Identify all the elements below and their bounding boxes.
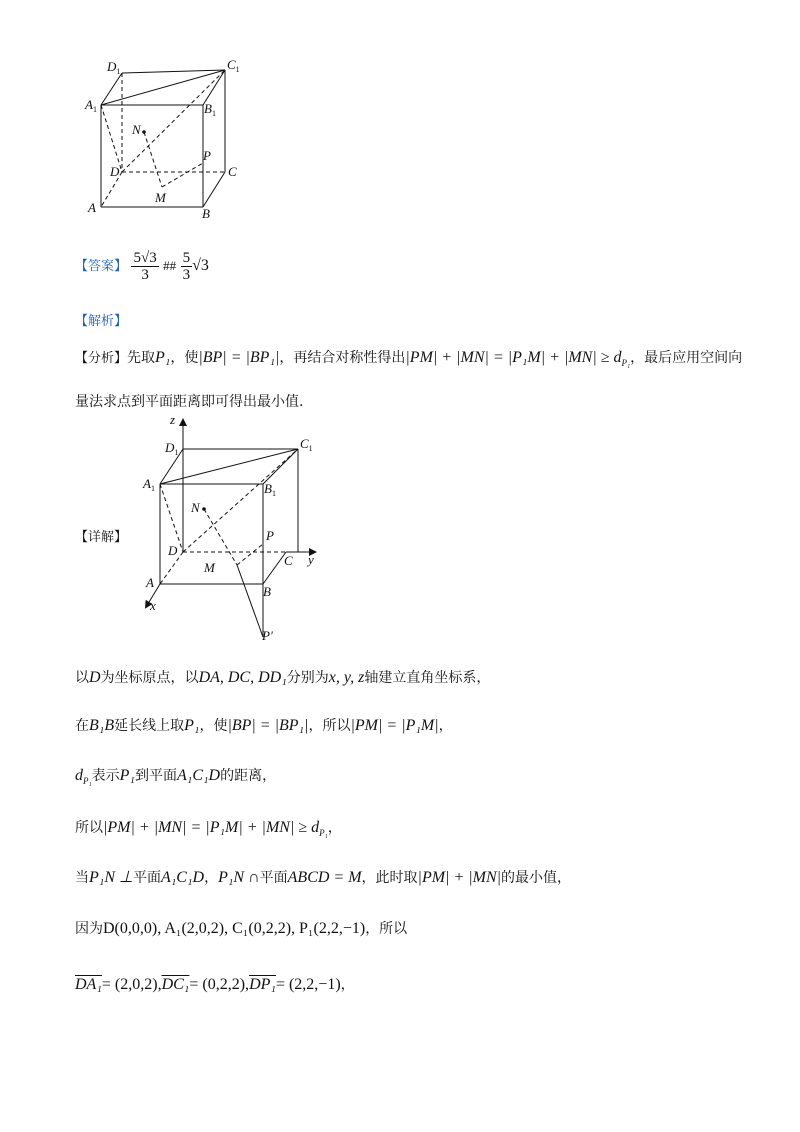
- answer-fraction-2: $\frac{5}{3}$: [182, 249, 191, 283]
- cube-figure-top: [80, 55, 260, 225]
- label-B: B: [202, 206, 210, 221]
- analysis-tag: 【解析】: [75, 314, 128, 329]
- answer-fraction-1: $\frac{5√3}{3}$: [133, 249, 157, 283]
- label-C: C: [228, 164, 237, 179]
- label-C1: $C_1$: [227, 57, 240, 74]
- detail-line-6: 因为D(0,0,0), A₁(2,0,2), C₁(0,2,2), P₁(2,2,−1)，所以: [75, 920, 408, 937]
- detail-line-2: 在B₁B延长线上取P₁，使|BP| = |BP₁|，所以|PM| = |P₁M|，: [75, 717, 453, 734]
- label-P: P: [266, 528, 274, 543]
- analysis-line-2: 量法求点到平面距离即可得出最小值.: [75, 394, 304, 410]
- detail-tag-line: [75, 527, 127, 548]
- detail-line-1: 以D为坐标原点，以DA, DC, DD₁分别为x, y, z轴建立直角坐标系，: [75, 669, 491, 686]
- answer-separator: ##: [163, 258, 177, 273]
- label-A1: $A_1$: [85, 97, 97, 114]
- answer-line: 【答案】 $\frac{5√3}{3}$ ## $\frac{5}{3}$ √3: [75, 249, 209, 283]
- label-N: N: [191, 500, 200, 515]
- detail-line-5: 当P₁N ⊥平面A₁C₁D，P₁N ∩平面ABCD = M，此时取|PM| + |MN|的最小值，: [75, 869, 572, 886]
- cube-figure-coordinates: [138, 412, 338, 647]
- label-A1: $A_1$: [143, 476, 155, 493]
- detail-tag: 【详解】: [75, 530, 128, 545]
- label-z: z: [170, 412, 176, 427]
- label-M: M: [204, 560, 215, 575]
- label-P: P: [203, 148, 211, 163]
- label-C1: $C_1$: [300, 436, 313, 453]
- label-D: D: [110, 164, 120, 179]
- detail-line-7: DA₁= (2,0,2),DC₁= (0,2,2),DP₁= (2,2,−1)，: [75, 976, 355, 993]
- label-P-prime: P′: [262, 628, 273, 643]
- label-A: A: [88, 200, 96, 215]
- label-x: x: [150, 598, 156, 613]
- label-D1: $D_1$: [165, 440, 179, 457]
- answer-tag: 【答案】: [75, 259, 128, 274]
- label-B: B: [263, 584, 271, 599]
- detail-line-4: 所以$|PM| + |MN| = |P_1M| + |MN| \ge d_{P_1}$，: [75, 819, 342, 838]
- detail-line-3: $d_{P_1}$表示P₁到平面A₁C₁D的距离，: [75, 767, 277, 786]
- label-C: C: [284, 553, 293, 568]
- fenxi-tag: 【分析】: [75, 351, 128, 366]
- label-D1: $D_1$: [107, 59, 121, 76]
- label-A: A: [146, 575, 154, 590]
- label-y: y: [308, 552, 314, 567]
- analysis-tag-line: [75, 311, 127, 332]
- label-M: M: [155, 190, 166, 205]
- label-B1: $B_1$: [264, 481, 276, 498]
- label-N: N: [132, 122, 141, 137]
- analysis-line-1: 【分析】先取P₁，使|BP| = |BP₁|，再结合对称性得出$|PM| + |MN| = |P_1M| + |MN| \ge d_{P_1}$，最后应用空间向: [75, 349, 743, 368]
- label-D: D: [168, 543, 178, 558]
- label-B1: $B_1$: [204, 101, 216, 118]
